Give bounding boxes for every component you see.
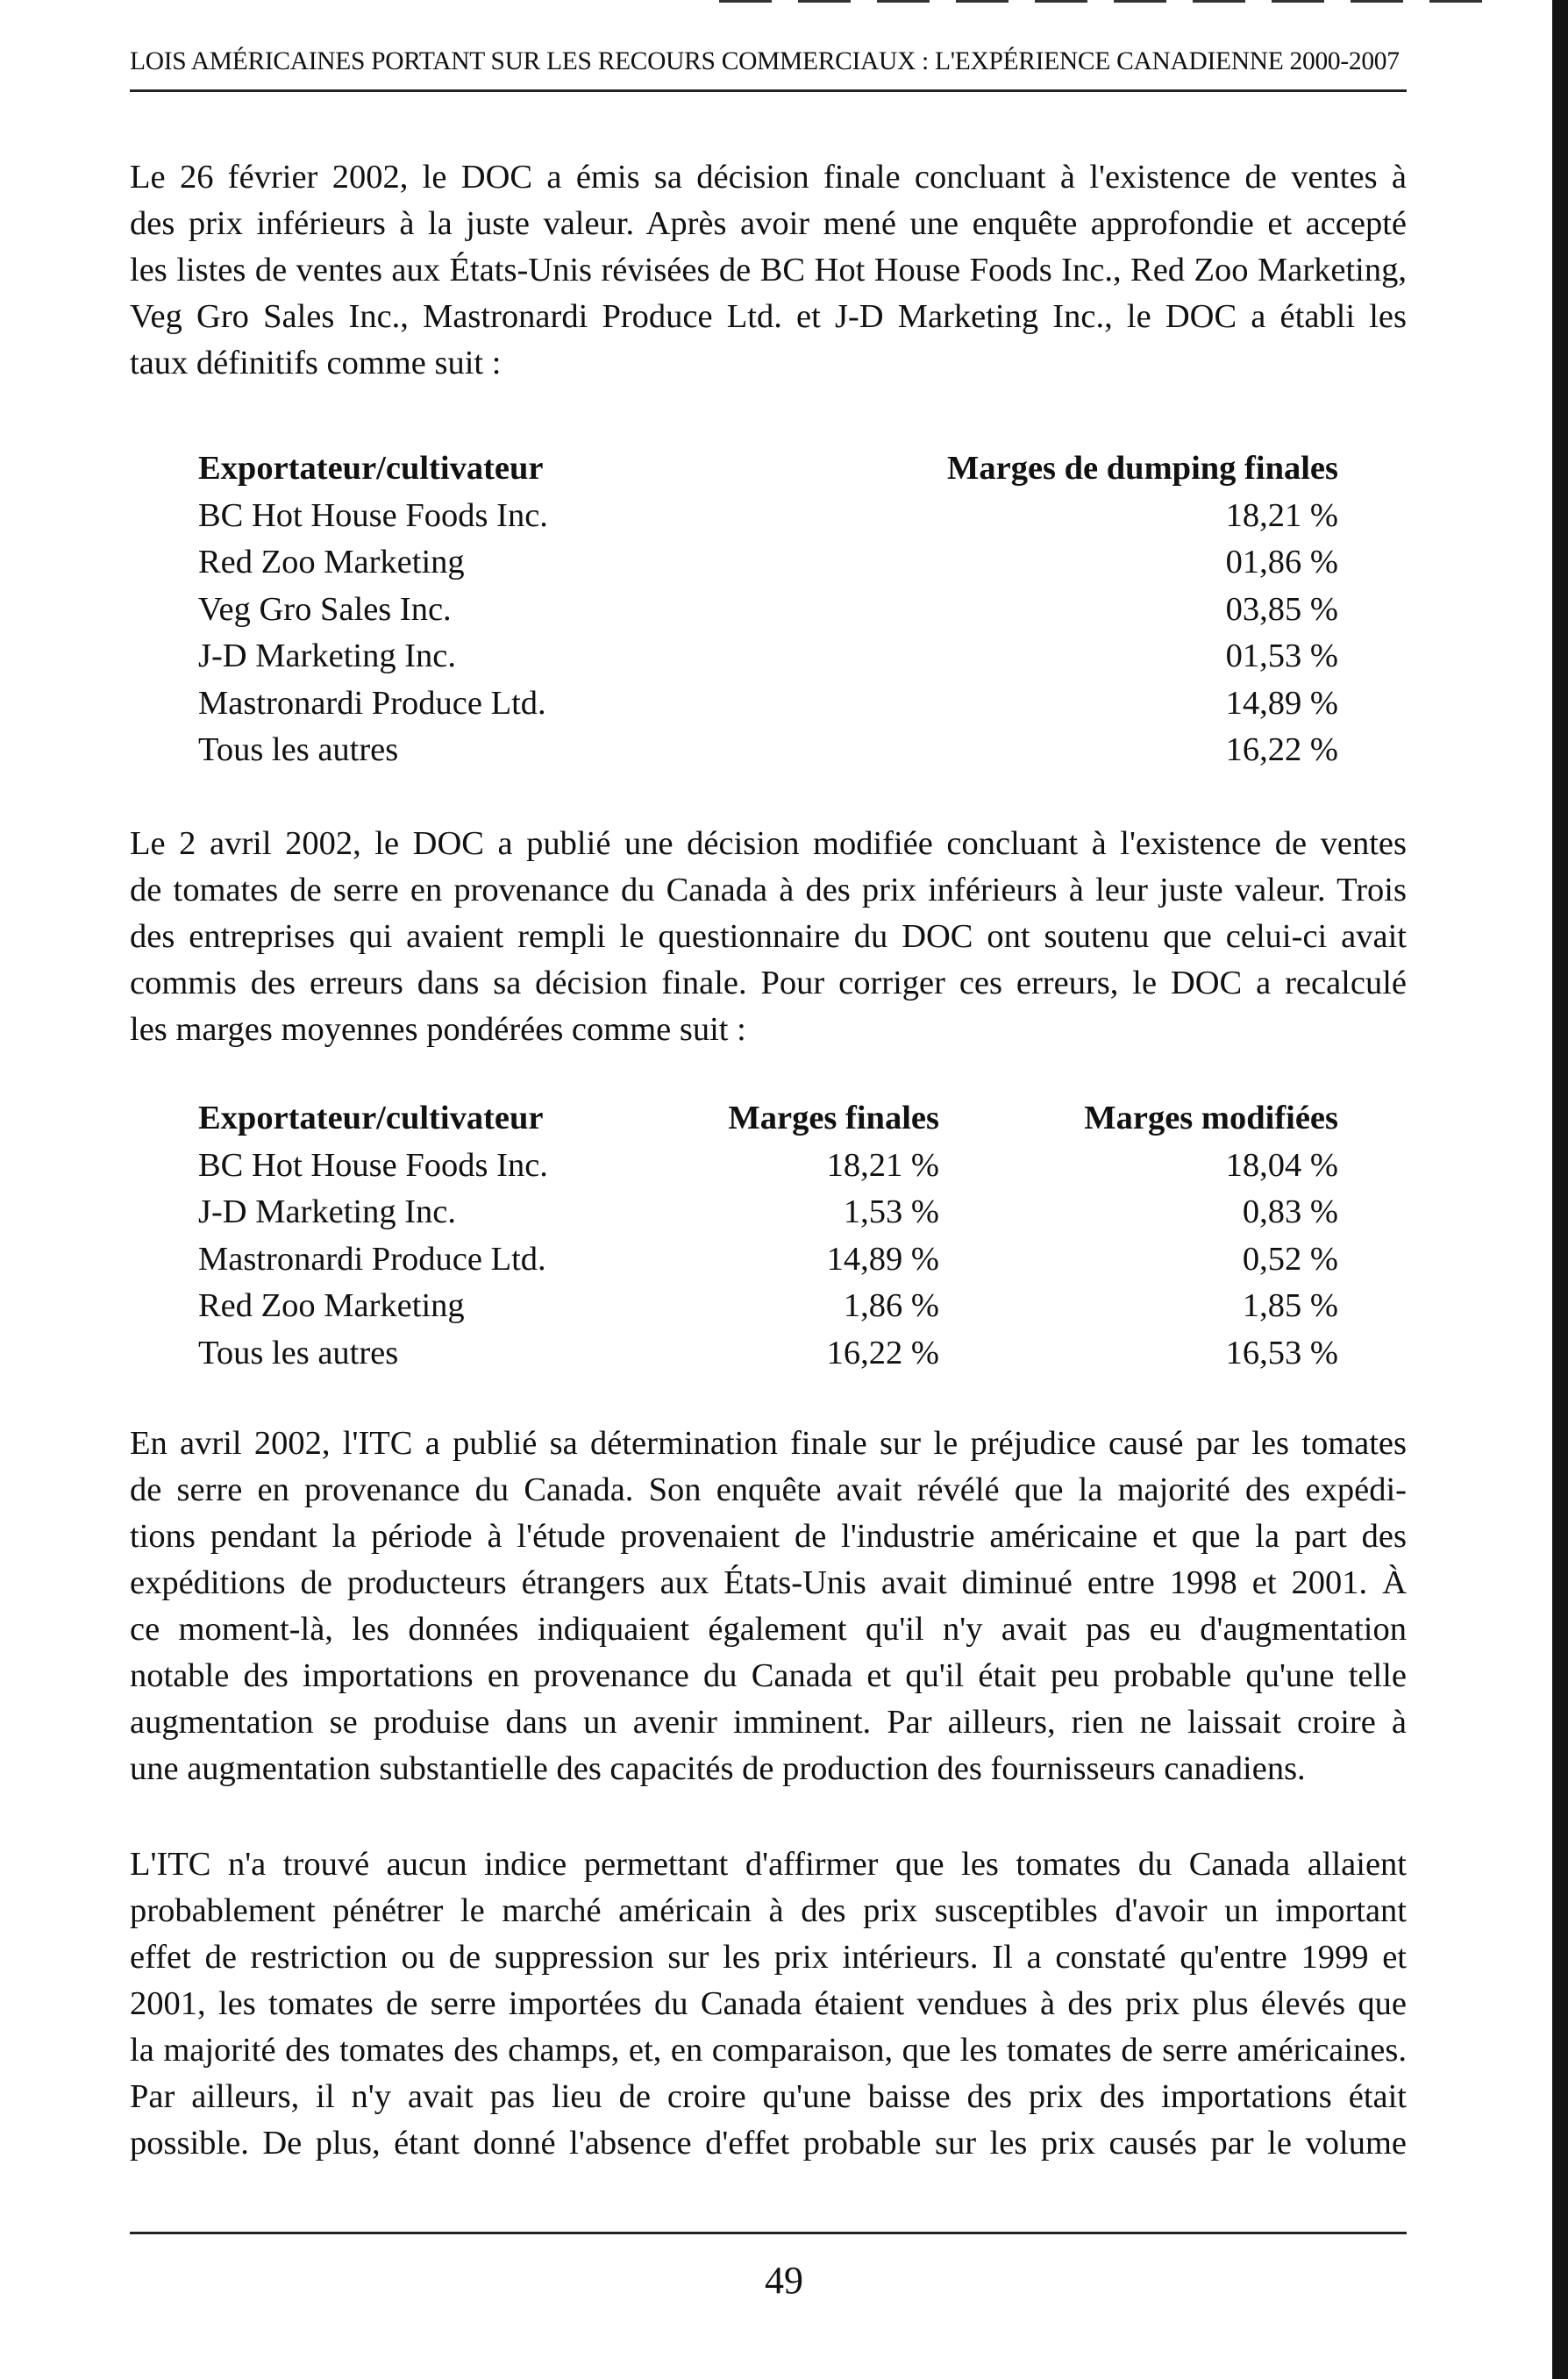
paragraph-line: taux définitifs comme suit :: [130, 345, 502, 381]
table-row: [198, 1330, 1338, 1378]
paragraph-4: [130, 1841, 1407, 2167]
paragraph-line: possible. De plus, étant donné l'absence d'effet probable sur les prix causés par le volume: [130, 2125, 1407, 2162]
paragraph-line: tions pendant la période à l'étude provenaient de l'industrie américaine et que la part des: [130, 1518, 1407, 1555]
exporter-cell: Tous les autres: [198, 1334, 399, 1371]
table-row: [198, 539, 1338, 587]
column-header-exporter: Exportateur/cultivateur: [198, 1100, 544, 1136]
paragraph-1: [130, 154, 1407, 387]
paragraph-line: augmentation se produise dans un avenir imminent. Par ailleurs, rien ne laissait croire à: [130, 1704, 1407, 1741]
margin-cell: 01,86 %: [1225, 544, 1338, 581]
modified-margin-cell: 0,83 %: [1242, 1193, 1338, 1230]
paragraph-line: une augmentation substantielle des capacités de production des fournisseurs canadiens.: [130, 1750, 1306, 1787]
table-header-row: [198, 1095, 1338, 1143]
table-row: [198, 1236, 1338, 1284]
footer-rule: [130, 2232, 1407, 2234]
paragraph-line: de serre en provenance du Canada. Son enquête avait révélé que la majorité des expédi-: [130, 1471, 1407, 1508]
table-row: [198, 1143, 1338, 1190]
paragraph-line: Par ailleurs, il n'y avait pas lieu de croire qu'une baisse des prix des importations était: [130, 2078, 1407, 2115]
exporter-cell: Mastronardi Produce Ltd.: [198, 684, 546, 722]
paragraph-line: Veg Gro Sales Inc., Mastronardi Produce Ltd. et J-D Marketing Inc., le DOC a établi les: [130, 298, 1407, 335]
paragraph-line: des prix inférieurs à la juste valeur. Après avoir mené une enquête approfondie et accepté: [130, 205, 1407, 242]
dumping-margins-table: [198, 445, 1338, 774]
scan-top-edge-marks: [719, 0, 1508, 3]
header-rule: [130, 89, 1407, 92]
table-row: [198, 587, 1338, 634]
final-margin-cell: 1,86 %: [843, 1287, 939, 1324]
scan-right-edge-shadow: [1552, 0, 1568, 2379]
column-header-exporter: Exportateur/cultivateur: [198, 450, 544, 487]
modified-margin-cell: 18,04 %: [1225, 1146, 1338, 1184]
final-margin-cell: 14,89 %: [826, 1240, 939, 1278]
margin-cell: 14,89 %: [1225, 684, 1338, 722]
paragraph-line: En avril 2002, l'ITC a publié sa détermination finale sur le préjudice causé par les tomates: [130, 1425, 1407, 1462]
paragraph-line: la majorité des tomates des champs, et, en comparaison, que les tomates de serre américaines.: [130, 2032, 1407, 2069]
page-number: 49: [765, 2259, 803, 2302]
exporter-cell: BC Hot House Foods Inc.: [198, 1146, 548, 1184]
paragraph-line: L'ITC n'a trouvé aucun indice permettant d'affirmer que les tomates du Canada allaient: [130, 1846, 1407, 1883]
paragraph-line: ce moment-là, les données indiquaient également qu'il n'y avait pas eu d'augmentation: [130, 1611, 1407, 1648]
table-row: [198, 1189, 1338, 1236]
margin-cell: 01,53 %: [1225, 637, 1338, 674]
paragraph-line: effet de restriction ou de suppression sur les prix intérieurs. Il a constaté qu'entre 1999 et: [130, 1939, 1407, 1976]
paragraph-line: notable des importations en provenance du Canada et qu'il était peu probable qu'une telle: [130, 1657, 1407, 1694]
running-head: LOIS AMÉRICAINES PORTANT SUR LES RECOURS COMMERCIAUX : L'EXPÉRIENCE CANADIENNE 2000-2007: [130, 47, 1400, 75]
final-margin-cell: 16,22 %: [826, 1334, 939, 1371]
final-margin-cell: 18,21 %: [826, 1146, 939, 1184]
table-row: [198, 680, 1338, 728]
paragraph-line: commis des erreurs dans sa décision finale. Pour corriger ces erreurs, le DOC a recalculé: [130, 965, 1407, 1001]
modified-margin-cell: 16,53 %: [1225, 1334, 1338, 1371]
margin-cell: 03,85 %: [1225, 590, 1338, 628]
exporter-cell: J-D Marketing Inc.: [198, 637, 457, 674]
margin-cell: 18,21 %: [1225, 496, 1338, 534]
paragraph-line: les listes de ventes aux États-Unis révisées de BC Hot House Foods Inc., Red Zoo Marketing,: [130, 252, 1407, 288]
table-row: [198, 633, 1338, 680]
exporter-cell: Veg Gro Sales Inc.: [198, 590, 452, 628]
column-header-final-margins: Marges de dumping finales: [947, 450, 1338, 487]
paragraph-line: de tomates de serre en provenance du Canada à des prix inférieurs à leur juste valeur. Trois: [130, 872, 1407, 908]
column-header-final-margins: Marges finales: [728, 1100, 939, 1136]
modified-margins-table: [198, 1095, 1338, 1377]
exporter-cell: BC Hot House Foods Inc.: [198, 496, 548, 534]
paragraph-line: les marges moyennes pondérées comme suit :: [130, 1011, 746, 1048]
exporter-cell: Red Zoo Marketing: [198, 1287, 465, 1324]
modified-margin-cell: 1,85 %: [1242, 1287, 1338, 1324]
exporter-cell: J-D Marketing Inc.: [198, 1193, 457, 1230]
final-margin-cell: 1,53 %: [843, 1193, 939, 1230]
paragraph-3: [130, 1421, 1407, 1792]
exporter-cell: Red Zoo Marketing: [198, 544, 465, 581]
paragraph-2: [130, 821, 1407, 1053]
paragraph-line: Le 2 avril 2002, le DOC a publié une décision modifiée concluant à l'existence de ventes: [130, 825, 1407, 862]
paragraph-line: probablement pénétrer le marché américain à des prix susceptibles d'avoir un important: [130, 1892, 1407, 1929]
table-row: [198, 493, 1338, 540]
column-header-modified-margins: Marges modifiées: [1084, 1100, 1338, 1136]
paragraph-line: Le 26 février 2002, le DOC a émis sa décision finale concluant à l'existence de ventes à: [130, 159, 1407, 196]
table-row: [198, 727, 1338, 774]
margin-cell: 16,22 %: [1225, 731, 1338, 768]
paragraph-line: 2001, les tomates de serre importées du Canada étaient vendues à des prix plus élevés que: [130, 1985, 1407, 2022]
exporter-cell: Mastronardi Produce Ltd.: [198, 1240, 546, 1278]
table-row: [198, 1283, 1338, 1330]
paragraph-line: des entreprises qui avaient rempli le questionnaire du DOC ont soutenu que celui-ci avait: [130, 918, 1407, 955]
modified-margin-cell: 0,52 %: [1242, 1240, 1338, 1278]
exporter-cell: Tous les autres: [198, 731, 399, 768]
paragraph-line: expéditions de producteurs étrangers aux États-Unis avait diminué entre 1998 et 2001. À: [130, 1564, 1407, 1601]
table-header-row: [198, 445, 1338, 493]
